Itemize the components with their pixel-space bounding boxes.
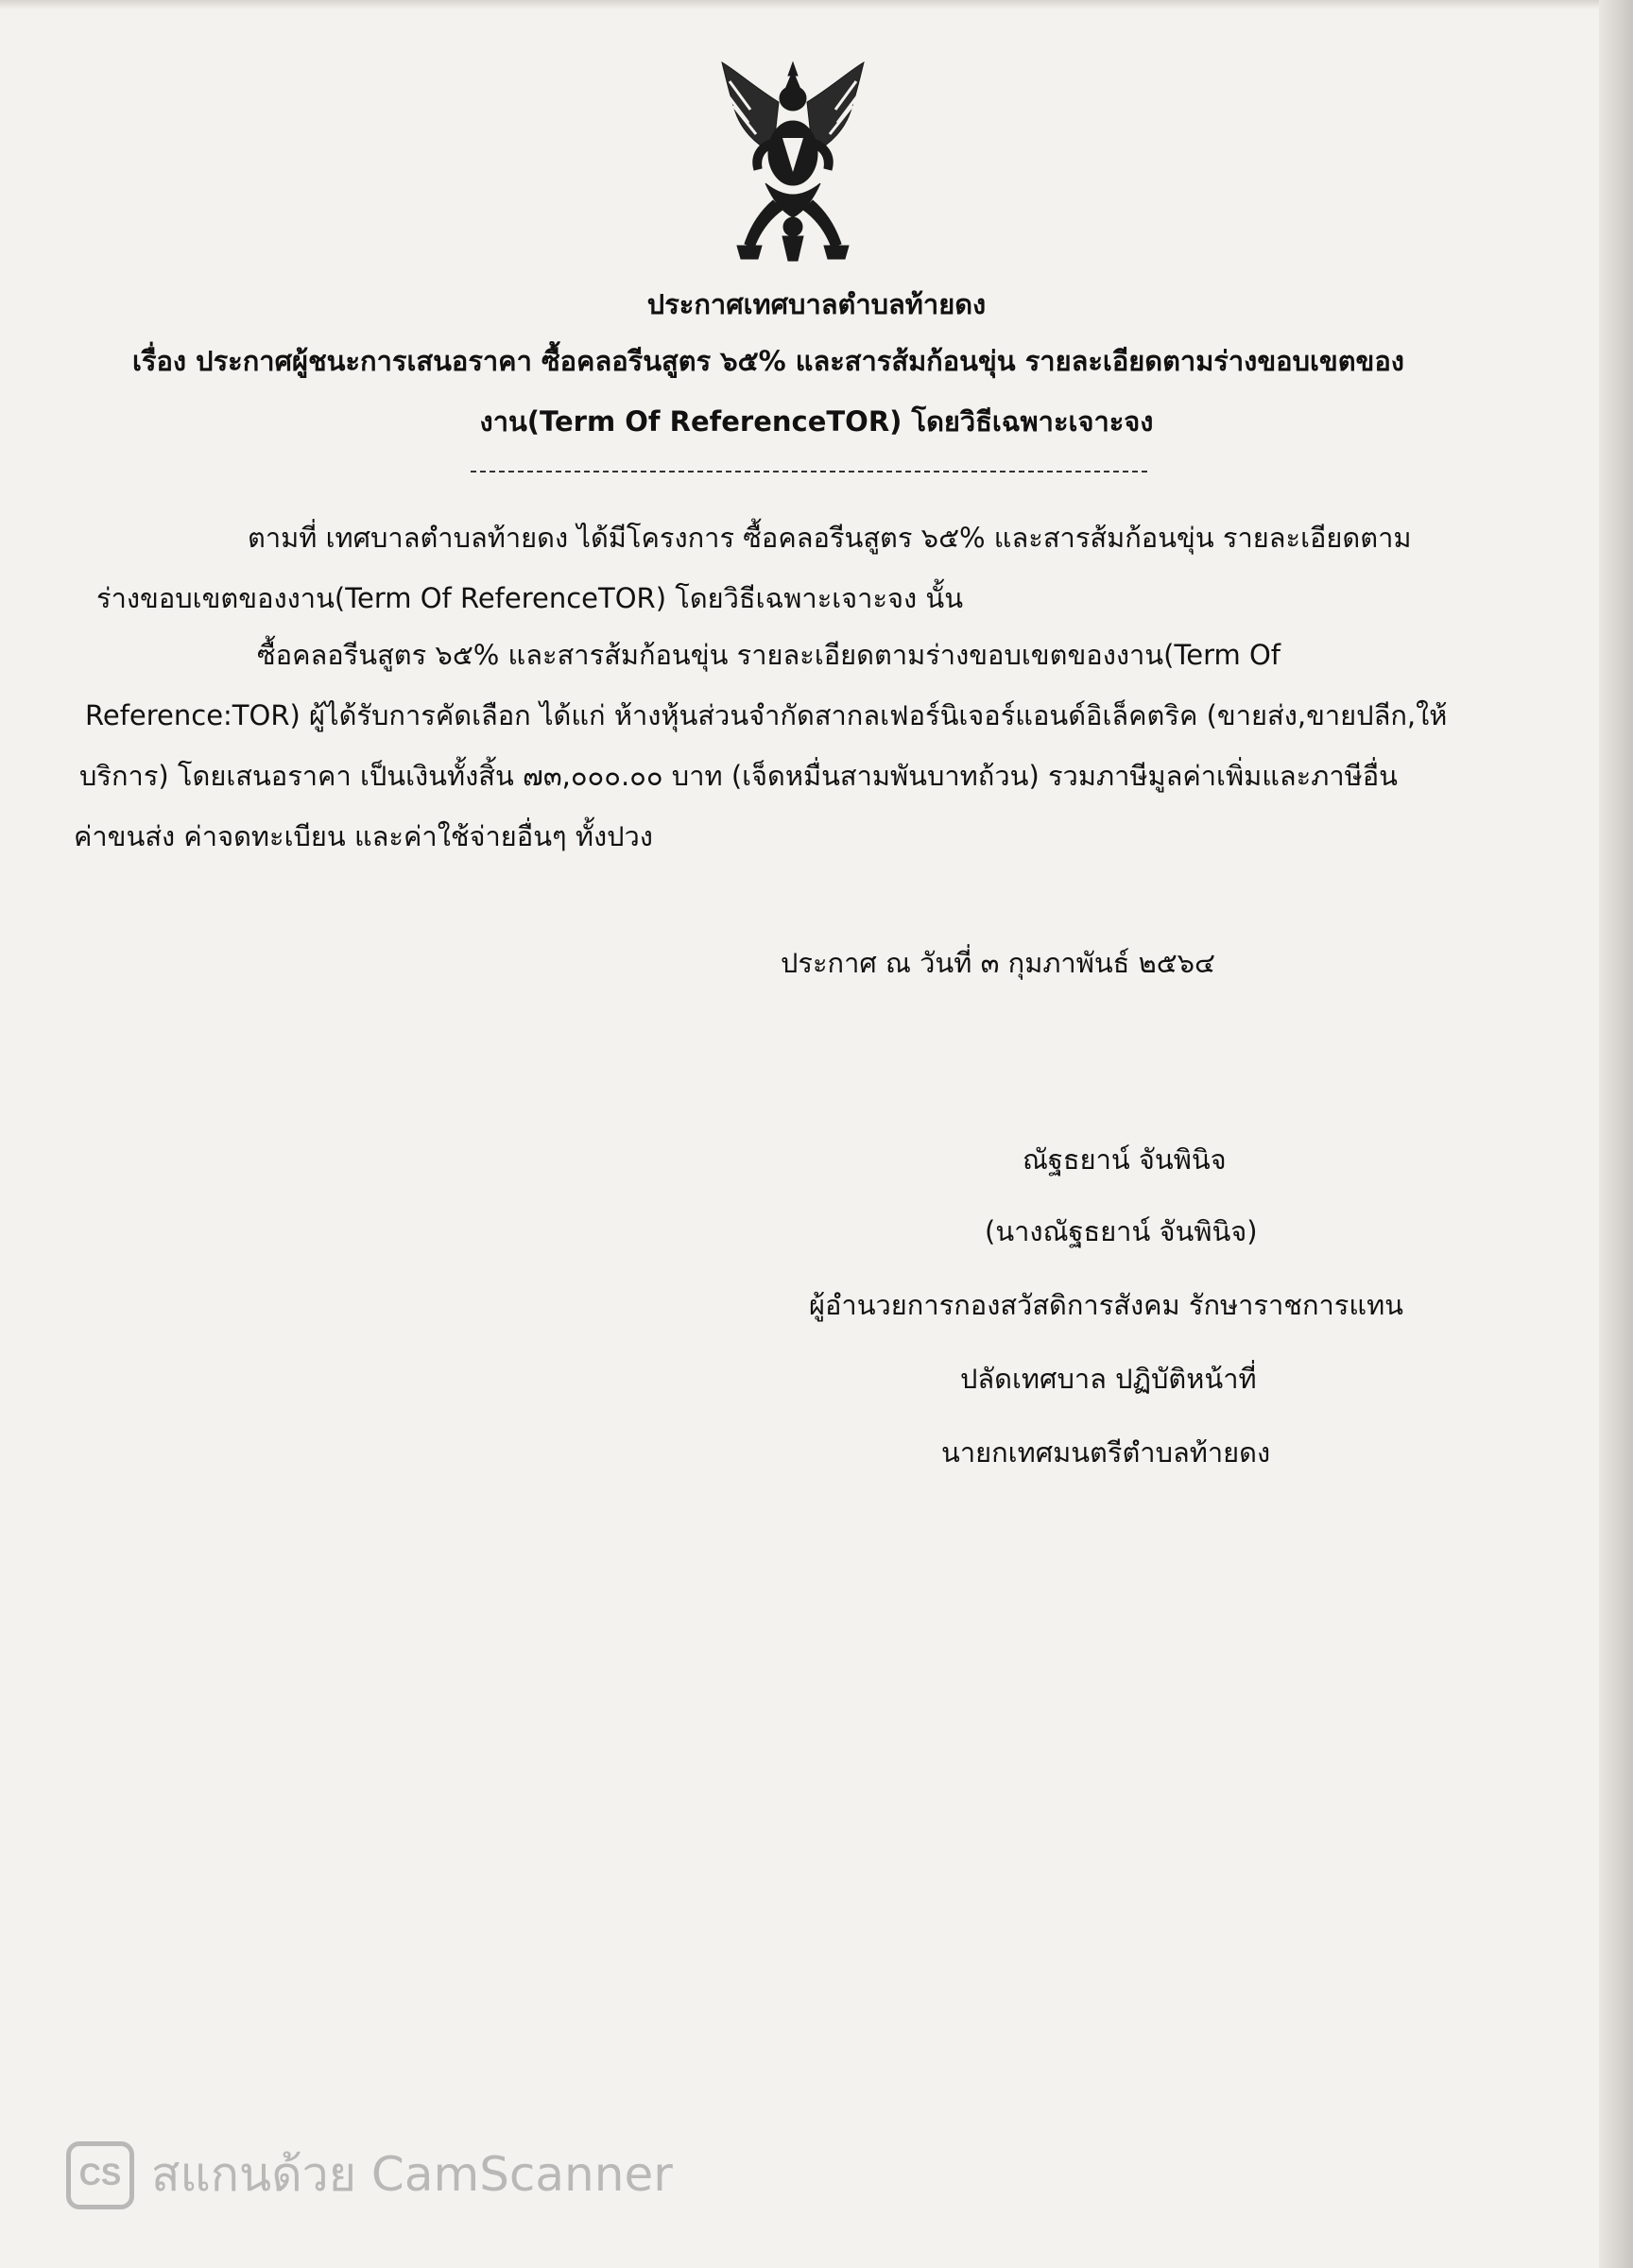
paragraph-2-line-3: บริการ) โดยเสนอราคา เป็นเงินทั้งสิ้น ๗๓,๐๐๐.๐๐ บาท (เจ็ดหมื่นสามพันบาทถ้วน) รวมภาษีมูลค่าเพิ่มและภาษีอื่น [79, 760, 1398, 792]
signatory-role-line-1: ผู้อำนวยการกองสวัสดิการสังคม รักษาราชการแทน [809, 1289, 1404, 1321]
announcement-title: ประกาศเทศบาลตำบลท้ายดง [646, 288, 987, 320]
garuda-emblem-icon [716, 59, 869, 266]
announcement-date: ประกาศ ณ วันที่ ๓ กุมภาพันธ์ ๒๕๖๔ [781, 947, 1215, 979]
scan-right-edge [1599, 0, 1633, 2268]
camscanner-logo-icon: CS [66, 2141, 134, 2209]
paragraph-1-line-1: ตามที่ เทศบาลตำบลท้ายดง ได้มีโครงการ ซื้อคลอรีนสูตร ๖๕% และสารส้มก้อนขุ่น รายละเอียดตาม [248, 522, 1412, 554]
scan-top-edge [0, 0, 1633, 9]
camscanner-watermark-text: สแกนด้วย CamScanner [151, 2147, 673, 2202]
signatory-role-line-3: นายกเทศมนตรีตำบลท้ายดง [941, 1436, 1271, 1469]
paragraph-2-line-1: ซื้อคลอรีนสูตร ๖๕% และสารส้มก้อนขุ่น รายละเอียดตามร่างขอบเขตของงาน(Term Of [257, 639, 1281, 671]
announcement-subject-line-2: งาน(Term Of ReferenceTOR) โดยวิธีเฉพาะเจาะจง [479, 405, 1154, 438]
signatory-full-name: (นางณัฐธยาน์ จันพินิจ) [985, 1215, 1258, 1247]
signatory-name: ณัฐธยาน์ จันพินิจ [1023, 1143, 1227, 1176]
separator-line [471, 471, 1147, 472]
signatory-role-line-2: ปลัดเทศบาล ปฏิบัติหน้าที่ [960, 1363, 1257, 1395]
announcement-subject-line-1: เรื่อง ประกาศผู้ชนะการเสนอราคา ซื้อคลอรีนสูตร ๖๕% และสารส้มก้อนขุ่น รายละเอียดตามร่างขอบเขตของ [132, 345, 1404, 377]
paragraph-2-line-2: Reference:TOR) ผู้ได้รับการคัดเลือก ได้แก่ ห้างหุ้นส่วนจำกัดสากลเฟอร์นิเจอร์แอนด์อิเล็คตริค (ขายส่ง,ขายปลีก,ให้ [85, 699, 1448, 731]
paragraph-1-line-2: ร่างขอบเขตของงาน(Term Of ReferenceTOR) โดยวิธีเฉพาะเจาะจง นั้น [96, 582, 964, 614]
paragraph-2-line-4: ค่าขนส่ง ค่าจดทะเบียน และค่าใช้จ่ายอื่นๆ ทั้งปวง [74, 820, 653, 852]
camscanner-watermark [66, 2138, 673, 2212]
